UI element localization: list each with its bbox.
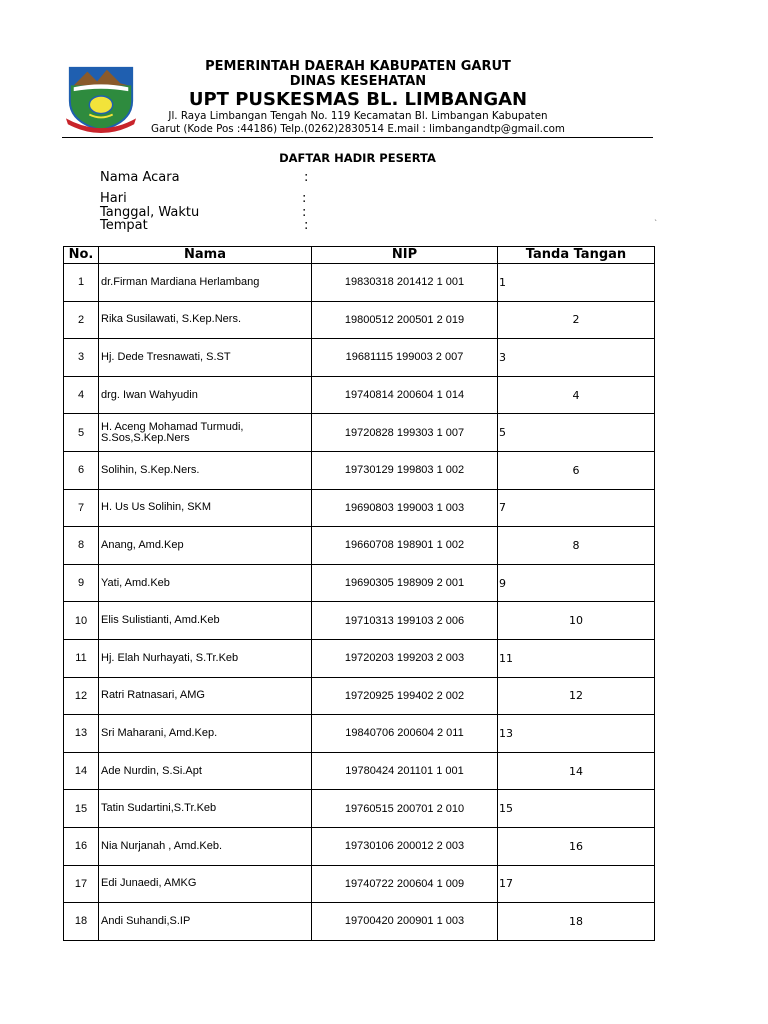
field-tempat-colon: : <box>304 218 309 233</box>
cell-nama: Rika Susilawati, S.Kep.Ners. <box>99 301 312 339</box>
table-row <box>64 414 655 452</box>
cell-nip: 19740814 200604 1 014 <box>312 376 498 414</box>
field-hari-colon: : <box>302 191 307 206</box>
cell-nama: Solihin, S.Kep.Ners. <box>99 451 312 489</box>
cell-nip: 19720828 199303 1 007 <box>312 414 498 452</box>
table-row <box>64 339 655 377</box>
table-row <box>64 903 655 941</box>
cell-tanda-tangan[interactable]: 4 <box>498 376 655 414</box>
address-line-1: Jl. Raya Limbangan Tengah No. 119 Kecamatan Bl. Limbangan Kabupaten <box>168 110 548 122</box>
table-row <box>64 677 655 715</box>
cell-nip: 19681115 199003 2 007 <box>312 339 498 377</box>
cell-no: 18 <box>64 903 99 941</box>
cell-nama: Edi Junaedi, AMKG <box>99 865 312 903</box>
cell-nama: dr.Firman Mardiana Herlambang <box>99 264 312 302</box>
cell-nip: 19830318 201412 1 001 <box>312 264 498 302</box>
table-row <box>64 527 655 565</box>
cell-no: 15 <box>64 790 99 828</box>
cell-nama: Anang, Amd.Kep <box>99 527 312 565</box>
cell-no: 13 <box>64 715 99 753</box>
cell-no: 10 <box>64 602 99 640</box>
cell-tanda-tangan[interactable]: 2 <box>498 301 655 339</box>
field-tempat-label: Tempat <box>100 218 148 233</box>
cell-no: 4 <box>64 376 99 414</box>
cell-no: 17 <box>64 865 99 903</box>
cell-nip: 19780424 201101 1 001 <box>312 752 498 790</box>
cell-no: 7 <box>64 489 99 527</box>
table-row <box>64 827 655 865</box>
header-nip: NIP <box>312 247 498 264</box>
table-row <box>64 865 655 903</box>
field-tanggal-waktu-label: Tanggal, Waktu <box>100 205 200 220</box>
table-row <box>64 264 655 302</box>
cell-tanda-tangan[interactable]: 9 <box>498 564 655 602</box>
unit-name: UPT PUSKESMAS BL. LIMBANGAN <box>188 89 528 110</box>
header-no: No. <box>64 247 99 264</box>
cell-nama: Andi Suhandi,S.IP <box>99 903 312 941</box>
table-row <box>64 639 655 677</box>
table-row <box>64 301 655 339</box>
field-nama-acara-label: Nama Acara <box>100 170 180 185</box>
cell-nip: 19690803 199003 1 003 <box>312 489 498 527</box>
attendance-table <box>63 246 655 941</box>
table-row <box>64 752 655 790</box>
document-title: DAFTAR HADIR PESERTA <box>279 151 436 165</box>
table-row <box>64 564 655 602</box>
cell-nama: Elis Sulistianti, Amd.Keb <box>99 602 312 640</box>
table-body <box>64 264 655 941</box>
cell-tanda-tangan[interactable]: 11 <box>498 639 655 677</box>
cell-no: 5 <box>64 414 99 452</box>
cell-nama: Ade Nurdin, S.Si.Apt <box>99 752 312 790</box>
cell-tanda-tangan[interactable]: 6 <box>498 451 655 489</box>
cell-nip: 19740722 200604 1 009 <box>312 865 498 903</box>
cell-nip: 19840706 200604 2 011 <box>312 715 498 753</box>
cell-nip: 19730129 199803 1 002 <box>312 451 498 489</box>
cell-no: 9 <box>64 564 99 602</box>
cell-tanda-tangan[interactable]: 14 <box>498 752 655 790</box>
table-row <box>64 715 655 753</box>
table-row <box>64 790 655 828</box>
cell-tanda-tangan[interactable]: 7 <box>498 489 655 527</box>
cell-nip: 19720925 199402 2 002 <box>312 677 498 715</box>
cell-tanda-tangan[interactable]: 18 <box>498 903 655 941</box>
cell-no: 12 <box>64 677 99 715</box>
cell-nip: 19690305 198909 2 001 <box>312 564 498 602</box>
cell-no: 3 <box>64 339 99 377</box>
cell-no: 14 <box>64 752 99 790</box>
header-divider <box>62 137 653 138</box>
cell-tanda-tangan[interactable]: 1 <box>498 264 655 302</box>
cell-no: 11 <box>64 639 99 677</box>
cell-nama: Ratri Ratnasari, AMG <box>99 677 312 715</box>
table-row <box>64 489 655 527</box>
cell-no: 16 <box>64 827 99 865</box>
cell-nama: Yati, Amd.Keb <box>99 564 312 602</box>
cell-tanda-tangan[interactable]: 15 <box>498 790 655 828</box>
cell-nama: Nia Nurjanah , Amd.Keb. <box>99 827 312 865</box>
cell-nama: H. Aceng Mohamad Turmudi, S.Sos,S.Kep.Ners <box>99 414 312 452</box>
cell-no: 2 <box>64 301 99 339</box>
field-nama-acara-colon: : <box>304 170 309 185</box>
cell-nama: H. Us Us Solihin, SKM <box>99 489 312 527</box>
cell-tanda-tangan[interactable]: 17 <box>498 865 655 903</box>
table-row <box>64 451 655 489</box>
cell-nip: 19710313 199103 2 006 <box>312 602 498 640</box>
cell-nip: 19800512 200501 2 019 <box>312 301 498 339</box>
cell-nama: Sri Maharani, Amd.Kep. <box>99 715 312 753</box>
cell-no: 6 <box>64 451 99 489</box>
cell-nip: 19660708 198901 1 002 <box>312 527 498 565</box>
cell-tanda-tangan[interactable]: 3 <box>498 339 655 377</box>
cell-tanda-tangan[interactable]: 5 <box>498 414 655 452</box>
field-hari-label: Hari <box>100 191 127 206</box>
cell-nama: Hj. Elah Nurhayati, S.Tr.Keb <box>99 639 312 677</box>
cell-tanda-tangan[interactable]: 12 <box>498 677 655 715</box>
cell-tanda-tangan[interactable]: 13 <box>498 715 655 753</box>
cell-no: 1 <box>64 264 99 302</box>
address-line-2: Garut (Kode Pos :44186) Telp.(0262)2830514 E.mail : limbangandtp@gmail.com <box>151 123 565 135</box>
department-name: DINAS KESEHATAN <box>289 74 427 89</box>
header-nama: Nama <box>99 247 312 264</box>
cell-nip: 19730106 200012 2 003 <box>312 827 498 865</box>
stray-mark: ` <box>654 219 658 228</box>
cell-tanda-tangan[interactable]: 8 <box>498 527 655 565</box>
cell-nip: 19760515 200701 2 010 <box>312 790 498 828</box>
table-row <box>64 376 655 414</box>
cell-nama: Hj. Dede Tresnawati, S.ST <box>99 339 312 377</box>
cell-tanda-tangan[interactable]: 16 <box>498 827 655 865</box>
field-tanggal-waktu-colon: : <box>302 205 307 220</box>
cell-nama: Tatin Sudartini,S.Tr.Keb <box>99 790 312 828</box>
cell-no: 8 <box>64 527 99 565</box>
cell-tanda-tangan[interactable]: 10 <box>498 602 655 640</box>
header-tanda-tangan: Tanda Tangan <box>498 247 655 264</box>
cell-nip: 19700420 200901 1 003 <box>312 903 498 941</box>
cell-nama: drg. Iwan Wahyudin <box>99 376 312 414</box>
table-row <box>64 602 655 640</box>
cell-nip: 19720203 199203 2 003 <box>312 639 498 677</box>
table-header-row <box>64 247 655 264</box>
government-name: PEMERINTAH DAERAH KABUPATEN GARUT <box>205 59 511 74</box>
